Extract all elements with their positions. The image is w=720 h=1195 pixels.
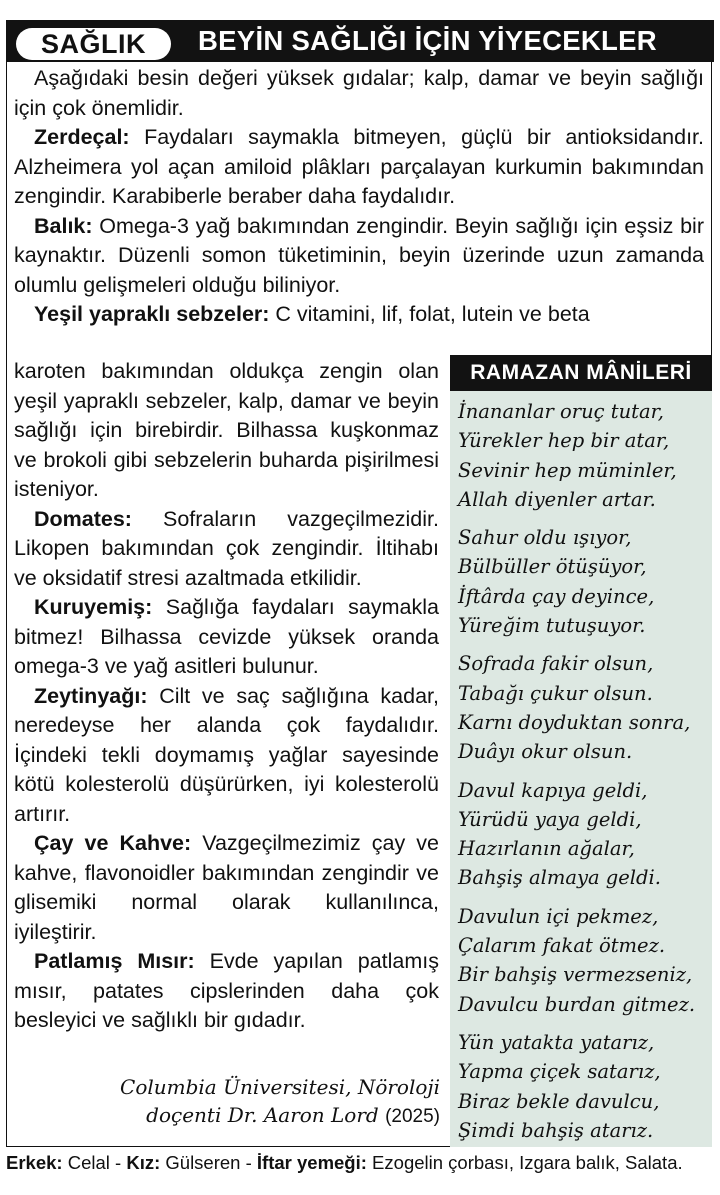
article-left-column	[14, 357, 439, 1036]
text-domates: Sofraların vazgeçilmezidir. Likopen bakımından çok zengindir. İltihabı ve oksidatif stresi azaltmada etkilidir.	[14, 506, 439, 590]
iftar-label: İftar yemeği:	[256, 1152, 367, 1173]
poem-line: Bir bahşiş vermezseniz,	[458, 963, 693, 987]
paragraph-balik	[14, 212, 704, 301]
poem-line: Bahşiş almaya geldi.	[458, 866, 661, 890]
label-domates: Domates:	[34, 506, 132, 531]
text-zeytinyagi: Cilt ve saç sağlığına kadar, neredeyse her alanda çok faydalıdır. İçindeki tekli doymamış yağlar sayesinde kötü kolesterolü düşürürken, iyi kolesterolü artırır.	[14, 683, 439, 826]
poem-line: Yün yatakta yatarız,	[458, 1030, 655, 1054]
iftar-value: Ezogelin çorbası, Izgara balık, Salata.	[366, 1152, 683, 1173]
poem-line: İnananlar oruç tutar,	[458, 400, 664, 423]
poem-stanza	[458, 397, 712, 514]
poem-stanza	[458, 776, 712, 893]
poem-line: Davul kapıya geldi,	[458, 778, 648, 802]
male-name-label: Erkek:	[6, 1152, 63, 1173]
poem-stanza	[458, 902, 712, 1019]
poem-stanza	[458, 523, 712, 640]
credit-line-1: Columbia Üniversitesi, Nöroloji	[120, 1075, 440, 1099]
text-sebzeler: C vitamini, lif, folat, lutein ve beta	[269, 302, 590, 326]
ramazan-manileri-box	[450, 355, 712, 1147]
paragraph-sebzeler	[14, 300, 704, 330]
poem-line: Yürüdü yaya geldi,	[458, 807, 642, 831]
label-cay-kahve: Çay ve Kahve:	[34, 831, 192, 855]
poem-line: Yüreğim tutuşuyor.	[458, 614, 646, 638]
label-balik: Balık:	[34, 213, 93, 238]
female-name-label: Kız:	[126, 1152, 161, 1173]
poem-line: Duâyı okur olsun.	[458, 740, 633, 764]
label-kuruyemis: Kuruyemiş:	[34, 595, 153, 619]
article-top	[14, 64, 704, 330]
credit-year: (2025)	[385, 1106, 440, 1127]
poem-line: Biraz bekle davulcu,	[458, 1089, 660, 1113]
footer-info-line	[6, 1152, 716, 1174]
poem-line: Şimdi bahşiş atarız.	[458, 1118, 654, 1142]
paragraph-cay-kahve	[14, 829, 439, 947]
poem-line: Davulcu burdan gitmez.	[458, 992, 696, 1016]
paragraph-sebzeler-continued: karoten bakımından oldukça zengin olan yeşil yapraklı sebzeler, kalp, damar ve beyin sağlığı için birebirdir. Bilhassa kuşkonmaz ve brokoli gibi sebzelerin buharda pişirilmesi isteniyor.	[14, 359, 439, 501]
text-balik: Omega-3 yağ bakımından zengindir. Beyin sağlığı için eşsiz bir kaynaktır. Düzenli somon tüketiminin, beyin üzerinde uzun zamanda olumlu gelişmeleri olduğu biliniyor.	[14, 213, 704, 297]
paragraph-patlamis-misir	[14, 947, 439, 1036]
paragraph-kuruyemis	[14, 593, 439, 682]
label-zerdecal: Zerdeçal:	[34, 125, 130, 149]
poem-stanza	[458, 649, 712, 766]
sidebar-title: RAMAZAN MÂNİLERİ	[450, 355, 712, 391]
poem-line: Karnı doyduktan sonra,	[458, 710, 691, 734]
paragraph-zeytinyagi	[14, 682, 439, 830]
poem-line: Tabağı çukur olsun.	[458, 681, 653, 705]
poem-line: Sahur oldu ışıyor,	[458, 526, 632, 550]
label-sebzeler: Yeşil yapraklı sebzeler:	[34, 302, 270, 326]
label-zeytinyagi: Zeytinyağı:	[34, 683, 148, 708]
poem-line: Çalarım fakat ötmez.	[458, 934, 666, 958]
text-kuruyemis: Sağlığa faydaları saymakla bitmez! Bilhassa cevizde yüksek oranda omega-3 ve yağ asitleri bulunur.	[14, 595, 439, 678]
poem-line: Hazırlanın ağalar,	[458, 837, 635, 861]
poem-line: İftârda çay deyince,	[458, 584, 655, 608]
poem-line: Yapma çiçek satarız,	[458, 1060, 661, 1084]
poem-line: Sofrada fakir olsun,	[458, 652, 654, 676]
label-patlamis-misir: Patlamış Mısır:	[34, 949, 195, 973]
poem-line: Yürekler hep bir atar,	[458, 429, 670, 453]
female-name-value: Gülseren -	[160, 1152, 257, 1173]
poem-line: Davulun içi pekmez,	[458, 904, 659, 928]
paragraph-zerdecal	[14, 123, 704, 212]
male-name-value: Celal -	[62, 1152, 127, 1173]
credit-line-2	[40, 1101, 440, 1131]
poem-line: Bülbüller ötüşüyor,	[458, 555, 647, 579]
poem-stanza	[458, 1028, 712, 1145]
section-header	[6, 20, 714, 62]
text-zerdecal: Faydaları saymakla bitmeyen, güçlü bir antioksidandır. Alzheimera yol açan amiloid plâkları parçalayan kurkumin bakımından zengindir. Karabiberle beraber daha faydalıdır.	[14, 125, 704, 208]
poem-line: Sevinir hep müminler,	[458, 458, 677, 482]
credit-author: doçenti Dr. Aaron Lord	[146, 1103, 379, 1127]
text-cay-kahve: Vazgeçilmezimiz çay ve kahve, flavonoidler bakımından zengindir ve glisemiki normal olarak kullanılınca, iyileştirir.	[14, 831, 439, 944]
section-badge: SAĞLIK	[16, 28, 171, 60]
poem-list	[450, 391, 712, 1145]
paragraph-domates	[14, 505, 439, 594]
poem-line: Allah diyenler artar.	[458, 487, 656, 511]
headline: BEYİN SAĞLIĞI İÇİN YİYECEKLER	[198, 25, 657, 56]
source-credit	[40, 1073, 440, 1131]
intro-paragraph: Aşağıdaki besin değeri yüksek gıdalar; kalp, damar ve beyin sağlığı için çok önemlidir.	[14, 66, 704, 120]
text-patlamis-misir: Evde yapılan patlamış mısır, patates cipslerinden daha çok besleyici ve sağlıklı bir gıdadır.	[14, 949, 439, 1032]
